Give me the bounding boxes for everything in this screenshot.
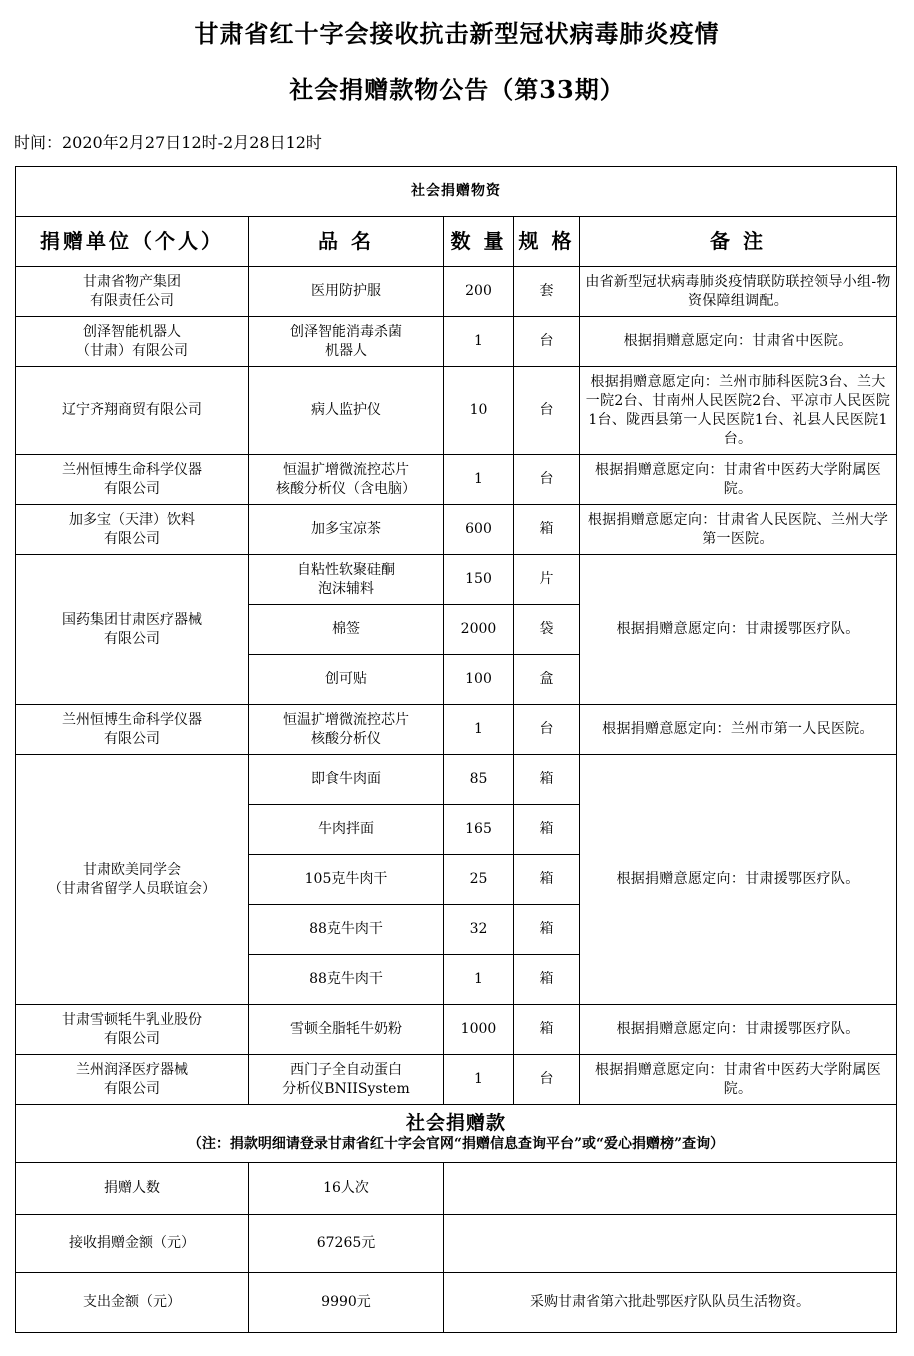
item-cell: 西门子全自动蛋白 分析仪BNIISystem xyxy=(249,1055,444,1105)
item-cell: 雪顿全脂牦牛奶粉 xyxy=(249,1005,444,1055)
item-cell: 病人监护仪 xyxy=(249,367,444,455)
table-row xyxy=(16,455,897,505)
col-header-qty: 数 量 xyxy=(444,217,514,267)
qty-cell: 32 xyxy=(444,905,514,955)
qty-cell: 1 xyxy=(444,705,514,755)
unit-cell: 箱 xyxy=(514,955,580,1005)
table-row xyxy=(16,705,897,755)
table-row xyxy=(16,317,897,367)
unit-cell: 箱 xyxy=(514,805,580,855)
unit-cell: 箱 xyxy=(514,1005,580,1055)
table-row xyxy=(16,367,897,455)
donation-table xyxy=(15,166,897,1333)
title-line-1: 甘肃省红十字会接收抗击新型冠状病毒肺炎疫情 xyxy=(194,19,720,48)
item-cell: 加多宝凉茶 xyxy=(249,505,444,555)
note-cell: 根据捐赠意愿定向：甘肃援鄂医疗队。 xyxy=(580,755,897,1005)
item-cell: 105克牛肉干 xyxy=(249,855,444,905)
funds-value-cell: 9990元 xyxy=(249,1273,444,1333)
funds-section-row xyxy=(16,1105,897,1163)
donor-cell: 兰州恒博生命科学仪器 有限公司 xyxy=(16,455,249,505)
header-row xyxy=(16,217,897,267)
unit-cell: 台 xyxy=(514,1055,580,1105)
title-line-2: 社会捐赠款物公告（第33期） xyxy=(289,75,625,104)
note-cell: 根据捐赠意愿定向：兰州市肺科医院3台、兰大一院2台、甘南州人民医院2台、平凉市人民医院1台、陇西县第一人民医院1台、礼县人民医院1台。 xyxy=(580,367,897,455)
note-cell: 根据捐赠意愿定向：兰州市第一人民医院。 xyxy=(580,705,897,755)
funds-section-title xyxy=(16,1105,897,1163)
item-cell: 88克牛肉干 xyxy=(249,905,444,955)
donor-cell: 兰州恒博生命科学仪器 有限公司 xyxy=(16,705,249,755)
table-row xyxy=(16,1005,897,1055)
funds-section-heading: 社会捐赠款 xyxy=(406,1111,507,1134)
unit-cell: 箱 xyxy=(514,755,580,805)
funds-note-cell xyxy=(444,1215,897,1273)
time-range: 时间：2020年2月27日12时-2月28日12时 xyxy=(14,133,322,152)
funds-section-note: （注：捐款明细请登录甘肃省红十字会官网“捐赠信息查询平台”或“爱心捐赠榜”查询） xyxy=(187,1135,725,1152)
col-header-unit: 规 格 xyxy=(514,217,580,267)
item-cell: 创泽智能消毒杀菌 机器人 xyxy=(249,317,444,367)
donor-cell: 甘肃欧美同学会 （甘肃省留学人员联谊会） xyxy=(16,755,249,1005)
item-cell: 恒温扩增微流控芯片 核酸分析仪 xyxy=(249,705,444,755)
qty-cell: 85 xyxy=(444,755,514,805)
qty-cell: 200 xyxy=(444,267,514,317)
qty-cell: 25 xyxy=(444,855,514,905)
unit-cell: 袋 xyxy=(514,605,580,655)
unit-cell: 套 xyxy=(514,267,580,317)
unit-cell: 台 xyxy=(514,455,580,505)
note-cell: 根据捐赠意愿定向：甘肃省中医药大学附属医院。 xyxy=(580,1055,897,1105)
qty-cell: 150 xyxy=(444,555,514,605)
item-cell: 创可贴 xyxy=(249,655,444,705)
qty-cell: 100 xyxy=(444,655,514,705)
funds-note-cell xyxy=(444,1163,897,1215)
item-cell: 医用防护服 xyxy=(249,267,444,317)
table-row xyxy=(16,267,897,317)
qty-cell: 1 xyxy=(444,1055,514,1105)
item-cell: 即食牛肉面 xyxy=(249,755,444,805)
item-cell: 恒温扩增微流控芯片 核酸分析仪（含电脑） xyxy=(249,455,444,505)
note-cell: 由省新型冠状病毒肺炎疫情联防联控领导小组-物资保障组调配。 xyxy=(580,267,897,317)
funds-label-cell: 接收捐赠金额（元） xyxy=(16,1215,249,1273)
col-header-note: 备 注 xyxy=(580,217,897,267)
qty-cell: 10 xyxy=(444,367,514,455)
qty-cell: 2000 xyxy=(444,605,514,655)
note-cell: 根据捐赠意愿定向：甘肃省中医院。 xyxy=(580,317,897,367)
unit-cell: 片 xyxy=(514,555,580,605)
donor-cell: 甘肃省物产集团 有限责任公司 xyxy=(16,267,249,317)
funds-row xyxy=(16,1163,897,1215)
donor-cell: 国药集团甘肃医疗器械 有限公司 xyxy=(16,555,249,705)
donor-cell: 加多宝（天津）饮料 有限公司 xyxy=(16,505,249,555)
qty-cell: 1 xyxy=(444,317,514,367)
unit-cell: 台 xyxy=(514,705,580,755)
funds-label-cell: 支出金额（元） xyxy=(16,1273,249,1333)
funds-value-cell: 67265元 xyxy=(249,1215,444,1273)
table-row xyxy=(16,755,897,805)
item-cell: 自粘性软聚硅酮 泡沫辅料 xyxy=(249,555,444,605)
materials-section-row xyxy=(16,167,897,217)
donor-cell: 创泽智能机器人 （甘肃）有限公司 xyxy=(16,317,249,367)
funds-row xyxy=(16,1273,897,1333)
col-header-donor: 捐赠单位（个人） xyxy=(16,217,249,267)
funds-row xyxy=(16,1215,897,1273)
donor-cell: 甘肃雪顿牦牛乳业股份 有限公司 xyxy=(16,1005,249,1055)
item-cell: 88克牛肉干 xyxy=(249,955,444,1005)
col-header-item: 品 名 xyxy=(249,217,444,267)
item-cell: 牛肉拌面 xyxy=(249,805,444,855)
note-cell: 根据捐赠意愿定向：甘肃援鄂医疗队。 xyxy=(580,555,897,705)
funds-label-cell: 捐赠人数 xyxy=(16,1163,249,1215)
note-cell: 根据捐赠意愿定向：甘肃省中医药大学附属医院。 xyxy=(580,455,897,505)
materials-section-title: 社会捐赠物资 xyxy=(16,167,897,217)
table-row xyxy=(16,1055,897,1105)
note-cell: 根据捐赠意愿定向：甘肃省人民医院、兰州大学第一医院。 xyxy=(580,505,897,555)
qty-cell: 600 xyxy=(444,505,514,555)
table-row xyxy=(16,555,897,605)
note-cell: 根据捐赠意愿定向：甘肃援鄂医疗队。 xyxy=(580,1005,897,1055)
item-cell: 棉签 xyxy=(249,605,444,655)
unit-cell: 箱 xyxy=(514,505,580,555)
qty-cell: 1 xyxy=(444,955,514,1005)
unit-cell: 台 xyxy=(514,317,580,367)
funds-value-cell: 16人次 xyxy=(249,1163,444,1215)
donor-cell: 辽宁齐翔商贸有限公司 xyxy=(16,367,249,455)
funds-note-cell: 采购甘肃省第六批赴鄂医疗队队员生活物资。 xyxy=(444,1273,897,1333)
qty-cell: 165 xyxy=(444,805,514,855)
unit-cell: 箱 xyxy=(514,905,580,955)
table-row xyxy=(16,505,897,555)
unit-cell: 箱 xyxy=(514,855,580,905)
unit-cell: 台 xyxy=(514,367,580,455)
unit-cell: 盒 xyxy=(514,655,580,705)
donor-cell: 兰州润泽医疗器械 有限公司 xyxy=(16,1055,249,1105)
qty-cell: 1000 xyxy=(444,1005,514,1055)
qty-cell: 1 xyxy=(444,455,514,505)
